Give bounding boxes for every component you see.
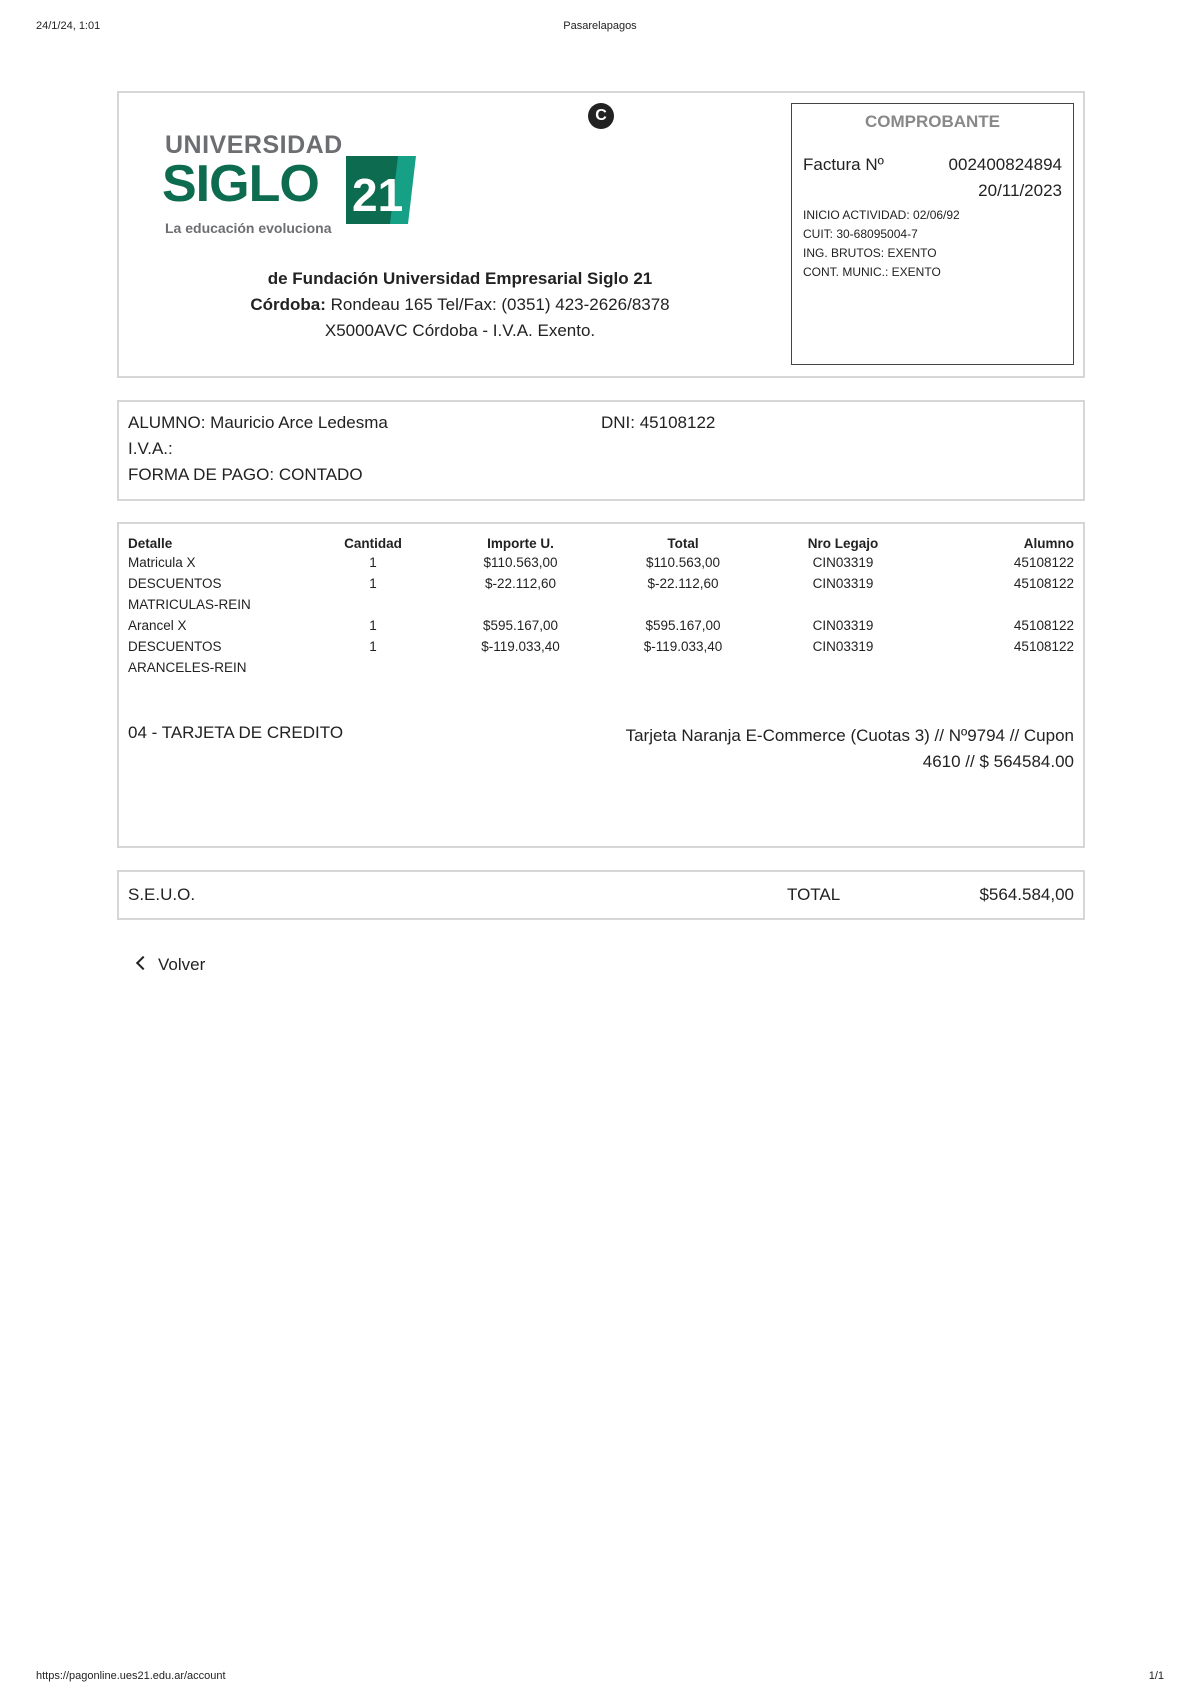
student-dni: DNI: 45108122 [601, 413, 716, 432]
cell-total: $595.167,00 [645, 618, 721, 633]
cell-alumno [928, 660, 1074, 681]
volver-button[interactable] [138, 955, 205, 975]
logo-tagline: La educación evoluciona [165, 220, 332, 236]
table-row [128, 618, 1074, 639]
cell-total: $110.563,00 [645, 555, 721, 570]
svg-text:21: 21 [352, 169, 404, 221]
cell-legajo [758, 660, 928, 681]
print-datetime: 24/1/24, 1:01 [36, 20, 101, 32]
cell-legajo [758, 597, 928, 618]
cell-alumno: 45108122 [1013, 618, 1074, 633]
cell-cantidad: 1 [369, 639, 377, 654]
seuo-label: S.E.U.O. [128, 885, 196, 904]
cell-total: $-119.033,40 [643, 639, 723, 654]
col-header-alumno: Alumno [1023, 535, 1074, 551]
ing-brutos: ING. BRUTOS: EXENTO [803, 246, 937, 260]
cell-detalle: Arancel X [128, 618, 187, 633]
cell-detalle: MATRICULAS-REIN [128, 597, 251, 612]
circle-c-icon: C [588, 103, 614, 129]
cell-cantidad [313, 597, 433, 618]
issuer-city-label: Córdoba: [250, 295, 326, 314]
table-row [128, 597, 1074, 618]
cell-cantidad [313, 660, 433, 681]
cell-detalle: Matricula X [128, 555, 196, 570]
student-iva: I.V.A.: [128, 439, 173, 458]
table-row [128, 555, 1074, 576]
cell-detalle: DESCUENTOS [128, 576, 222, 591]
chevron-left-icon [136, 956, 150, 970]
cell-legajo: CIN03319 [812, 618, 874, 633]
table-header-row [128, 534, 1074, 555]
table-row [128, 660, 1074, 681]
logo-universidad-text: UNIVERSIDAD [165, 131, 343, 159]
payment-detail-line2: 4610 // $ 564584.00 [922, 752, 1074, 771]
cell-detalle: ARANCELES-REIN [128, 660, 247, 675]
col-header-importe: Importe U. [487, 535, 554, 551]
cell-total [608, 660, 758, 681]
comprobante-title: COMPROBANTE [864, 112, 1001, 131]
cell-importe: $-22.112,60 [484, 576, 557, 591]
issuer-address [210, 295, 710, 315]
cell-cantidad: 1 [369, 618, 377, 633]
payment-method: 04 - TARJETA DE CREDITO [128, 723, 344, 742]
total-value: $564.584,00 [979, 885, 1074, 904]
cell-alumno: 45108122 [1013, 639, 1074, 654]
cell-legajo: CIN03319 [812, 639, 874, 654]
logo-siglo-text: SIGLO [162, 155, 319, 213]
cont-munic: CONT. MUNIC.: EXENTO [803, 265, 941, 279]
col-header-total: Total [667, 535, 699, 551]
print-page-number: 1/1 [1148, 1670, 1164, 1682]
print-title: Pasarelapagos [563, 20, 637, 32]
col-header-cantidad: Cantidad [344, 535, 402, 551]
cell-total: $-22.112,60 [647, 576, 719, 591]
cell-importe: $-119.033,40 [481, 639, 560, 654]
table-row [128, 576, 1074, 597]
cuit: CUIT: 30-68095004-7 [803, 227, 918, 241]
factura-date: 20/11/2023 [978, 181, 1062, 200]
cell-detalle: DESCUENTOS [128, 639, 222, 654]
cell-total [608, 597, 758, 618]
inicio-actividad: INICIO ACTIVIDAD: 02/06/92 [803, 208, 960, 222]
detail-table [128, 534, 1074, 681]
issuer-address-line: Rondeau 165 Tel/Fax: (0351) 423-2626/8378 [330, 295, 670, 314]
payment-form: FORMA DE PAGO: CONTADO [128, 465, 363, 484]
table-row [128, 639, 1074, 660]
volver-label: Volver [158, 955, 206, 974]
col-header-legajo: Nro Legajo [807, 535, 879, 551]
factura-number: 002400824894 [948, 155, 1062, 174]
payment-detail [610, 723, 1074, 775]
issuer-name: de Fundación Universidad Empresarial Siglo 21 [267, 269, 653, 288]
comprobante-box [791, 103, 1074, 365]
student-name: ALUMNO: Mauricio Arce Ledesma [128, 413, 388, 432]
logo-21-mark [346, 156, 416, 224]
cell-cantidad: 1 [369, 555, 377, 570]
cell-importe [433, 660, 608, 681]
cell-importe: $110.563,00 [483, 555, 558, 570]
cell-legajo: CIN03319 [812, 555, 874, 570]
cell-legajo: CIN03319 [812, 576, 874, 591]
cell-alumno [928, 597, 1074, 618]
cell-alumno: 45108122 [1013, 555, 1074, 570]
total-label: TOTAL [787, 885, 841, 904]
cell-alumno: 45108122 [1013, 576, 1074, 591]
factura-label: Factura Nº [803, 155, 884, 174]
print-url: https://pagonline.ues21.edu.ar/account [36, 1670, 226, 1682]
issuer-postal: X5000AVC Córdoba - I.V.A. Exento. [324, 321, 596, 340]
col-header-detalle: Detalle [128, 535, 173, 551]
factura-row [803, 155, 1062, 175]
cell-cantidad: 1 [369, 576, 377, 591]
cell-importe [433, 597, 608, 618]
payment-detail-line1: Tarjeta Naranja E-Commerce (Cuotas 3) // Nº9794 // Cupon [625, 726, 1074, 745]
cell-importe: $595.167,00 [482, 618, 559, 633]
